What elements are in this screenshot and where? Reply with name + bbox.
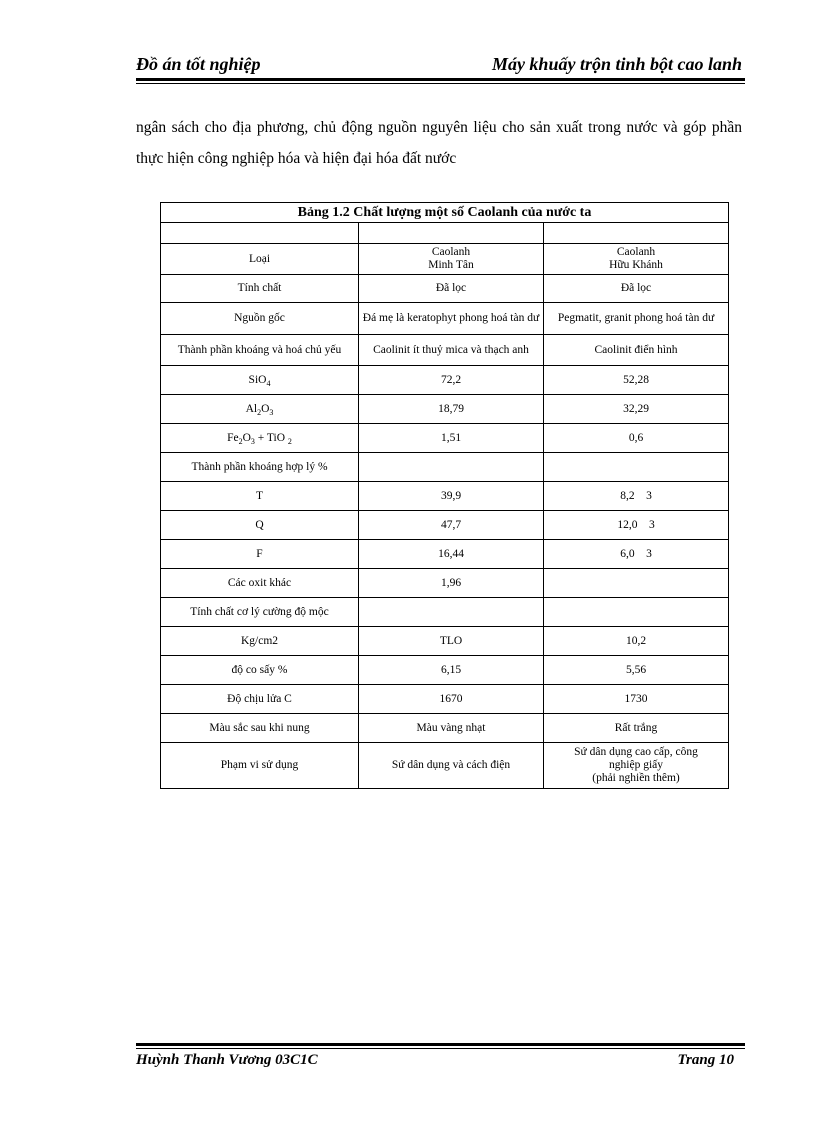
row-label: Màu sắc sau khi nung [161,714,359,743]
fe-symbol: Fe [227,431,239,444]
row-value-2: Rất trắng [544,714,729,743]
row-value-1: 1,96 [359,569,544,598]
row-label-fe2o3-tio2 [161,424,359,453]
row-label: Nguồn gốc [161,303,359,335]
row-label: F [161,540,359,569]
row-label: Kg/cm2 [161,627,359,656]
row-label: độ co sấy % [161,656,359,685]
o-symbol: O [261,402,270,415]
row-value-2-multiline [544,743,729,789]
header-left-title: Đồ án tốt nghiệp [136,54,261,74]
row-value-1: TLO [359,627,544,656]
al-symbol: Al [245,402,258,415]
kaolin-quality-table [160,202,729,789]
footer-author: Huỳnh Thanh Vương 03C1C [136,1052,318,1068]
footer-rule-thick [136,1043,745,1046]
tio-symbol: + TiO [254,431,288,444]
row-label-sio2 [161,366,359,395]
o-subscript: 3 [269,407,274,417]
row-label: T [161,482,359,511]
al-subscript: 2 [257,407,262,417]
row-label: Q [161,511,359,540]
row-value-2: 10,2 [544,627,729,656]
row-value-1: Sứ dân dụng và cách điện [359,743,544,789]
col1-name-line: Caolanh [431,246,471,258]
row-value-1: 72,2 [359,366,544,395]
header-rule-thin [136,83,745,84]
row-value-1 [359,598,544,627]
row-value-1: Đã lọc [359,275,544,303]
row-value-1: Màu vàng nhạt [359,714,544,743]
row-label: Tính chất cơ lý cường độ mộc [161,598,359,627]
table-cell-empty [161,223,359,244]
row-value-1: Đá mẹ là keratophyt phong hoá tàn dư [359,303,544,335]
row-value-2 [544,453,729,482]
row-value-1: Caolinit ít thuỷ mica và thạch anh [359,335,544,366]
row-label: Tính chất [161,275,359,303]
fe-o-symbol: O [242,431,251,444]
row-value-2 [544,598,729,627]
usage-line: (phải nghiền thêm) [592,772,680,784]
row-value-1: 18,79 [359,395,544,424]
row-label: Thành phần khoáng hợp lý % [161,453,359,482]
row-value-2: 52,28 [544,366,729,395]
tio-subscript: 2 [287,436,292,446]
row-label-al2o3 [161,395,359,424]
row-value-2: Đã lọc [544,275,729,303]
row-value-1 [359,453,544,482]
row-value-2: 0,6 [544,424,729,453]
header-right-title: Máy khuấy trộn tinh bột cao lanh [491,54,742,74]
row-value-2: 1730 [544,685,729,714]
usage-line: nghiệp giấy [609,759,663,771]
row-label: Thành phần khoáng và hoá chủ yếu [161,335,359,366]
row-label: Độ chịu lửa C [161,685,359,714]
row-label: Phạm vi sử dụng [161,743,359,789]
row-value-2: 6,0 3 [544,540,729,569]
header-rule-thick [136,78,745,81]
header-col-huu-khanh [544,244,729,275]
body-paragraph: ngân sách cho địa phương, chủ động nguồn nguyên liệu cho sản xuất trong nước và góp phần thực hiện công nghiệp hóa và hiện đại hóa đất nước [136,119,742,167]
sio2-symbol: SiO [248,373,267,386]
header-col-minh-tan [359,244,544,275]
row-label: Các oxit khác [161,569,359,598]
footer-page-number: Trang 10 [677,1052,734,1068]
sio2-subscript: 4 [266,378,271,388]
row-value-2: 8,2 3 [544,482,729,511]
row-value-2: Caolinit điển hình [544,335,729,366]
fe-o-subscript: 3 [250,436,255,446]
table-cell-empty [359,223,544,244]
row-value-1: 16,44 [359,540,544,569]
header-label-loai: Loại [161,244,359,275]
row-value-2: Pegmatit, granit phong hoá tàn dư [544,303,729,335]
row-value-2: 5,56 [544,656,729,685]
row-value-1: 39,9 [359,482,544,511]
footer-rule-thin [136,1048,745,1049]
row-value-2: 12,0 3 [544,511,729,540]
row-value-1: 6,15 [359,656,544,685]
table-title: Bảng 1.2 Chất lượng một số Caolanh của nước ta [161,203,729,223]
row-value-2 [544,569,729,598]
row-value-2: 32,29 [544,395,729,424]
row-value-1: 47,7 [359,511,544,540]
col1-name-line: Minh Tân [428,259,474,271]
row-value-1: 1,51 [359,424,544,453]
usage-line: Sứ dân dụng cao cấp, công [574,746,698,758]
col2-name-line: Hữu Khánh [609,259,663,271]
row-value-1: 1670 [359,685,544,714]
fe-subscript: 2 [238,436,243,446]
table-cell-empty [544,223,729,244]
col2-name-line: Caolanh [616,246,656,258]
